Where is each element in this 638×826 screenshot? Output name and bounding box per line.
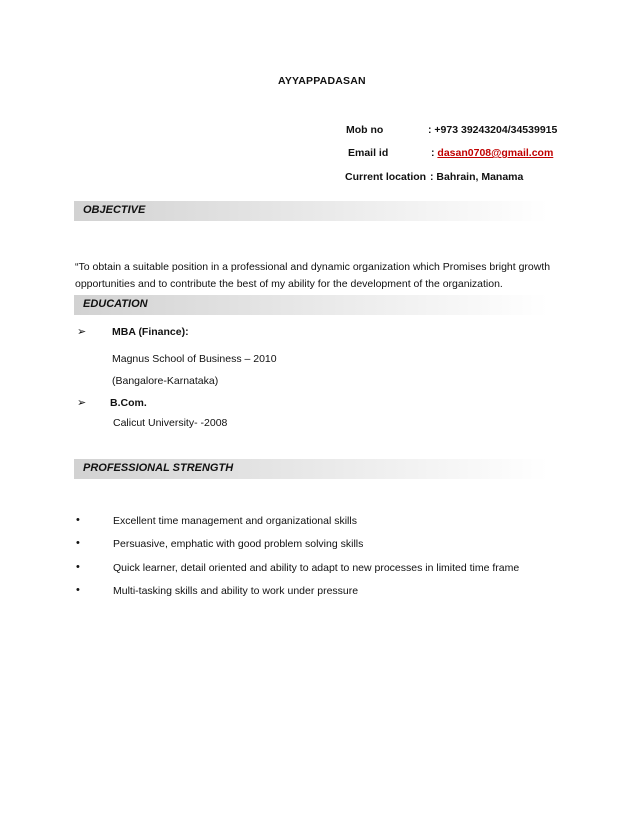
email-prefix: : [431,147,435,159]
mobile-label: Mob no [346,124,384,136]
location-value: : Bahrain, Manama [430,171,524,183]
objective-heading: OBJECTIVE [83,204,146,216]
strength-heading: PROFESSIONAL STRENGTH [83,462,234,474]
strength-item: Quick learner, detail oriented and ability to adapt to new processes in limited time frame [113,562,520,574]
candidate-name: AYYAPPADASAN [278,75,366,87]
mobile-value: : +973 39243204/34539915 [428,124,558,136]
strength-section-header [74,459,548,479]
email-link[interactable]: dasan0708@gmail.com [437,147,554,159]
education-location: (Bangalore-Karnataka) [112,375,219,387]
bullet-icon: • [76,514,80,526]
education-institution: Calicut University- -2008 [113,417,228,429]
strength-item: Persuasive, emphatic with good problem solving skills [113,538,364,550]
arrow-bullet-icon: ➢ [77,397,87,409]
education-degree: B.Com. [110,397,147,409]
arrow-bullet-icon: ➢ [77,326,87,338]
email-label: Email id [348,147,389,159]
strength-item: Multi-tasking skills and ability to work under pressure [113,585,359,597]
objective-section-header [74,201,548,221]
education-institution: Magnus School of Business – 2010 [112,353,277,365]
objective-text: “To obtain a suitable position in a professional and dynamic organization which Promises bright growth opportunities and to contribute the best of my ability for the development of the organization. [75,261,551,290]
strength-item: Excellent time management and organizational skills [113,515,357,527]
location-label: Current location [345,171,427,183]
education-section-header [74,295,548,315]
bullet-icon: • [76,561,80,573]
education-heading: EDUCATION [83,298,148,310]
bullet-icon: • [76,584,80,596]
email-field [431,147,553,159]
education-degree: MBA (Finance): [112,326,189,338]
bullet-icon: • [76,537,80,549]
